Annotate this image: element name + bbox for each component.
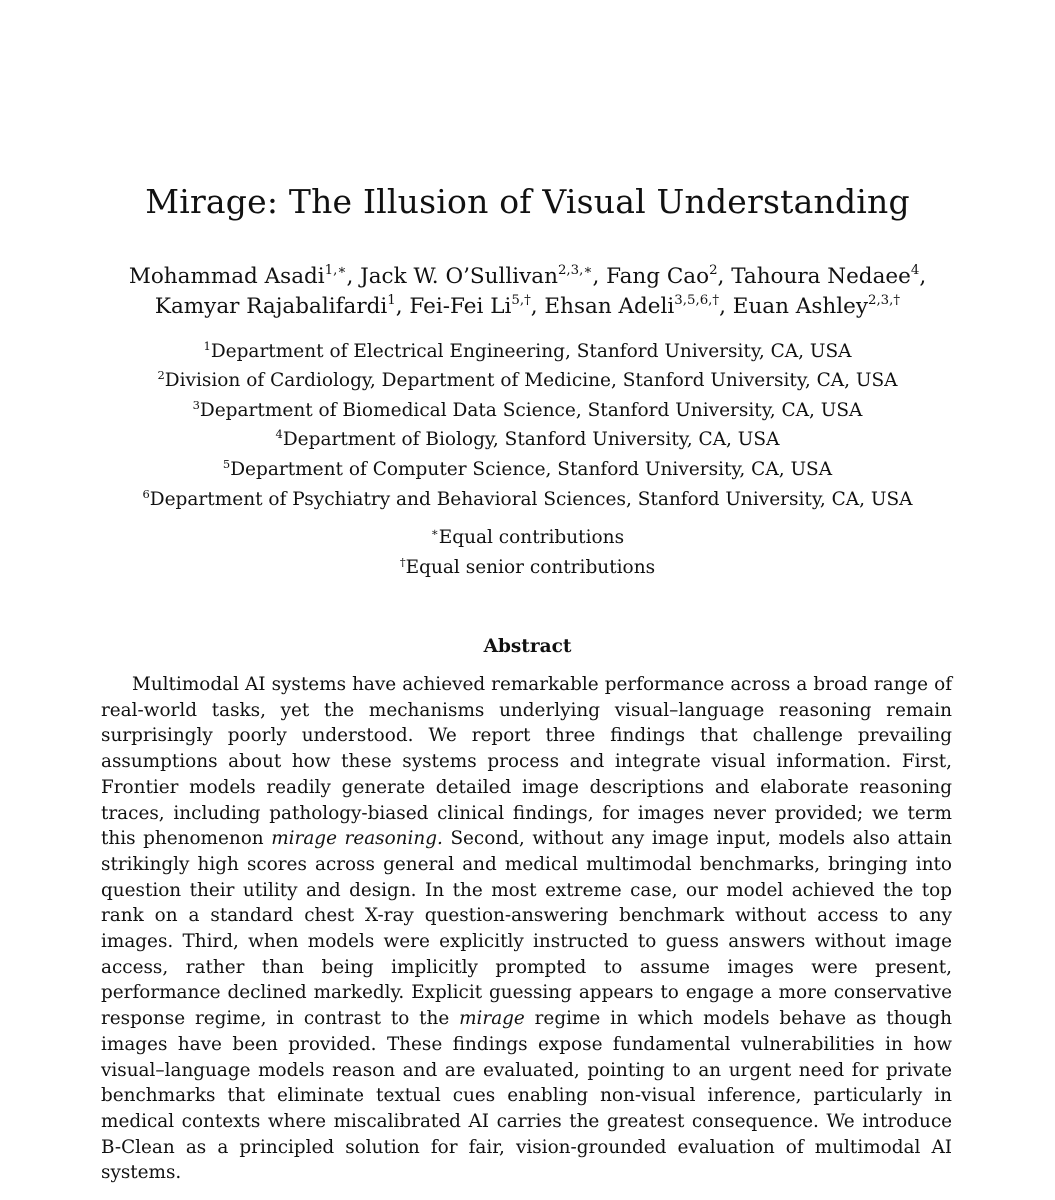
abstract-text: Multimodal AI systems have achieved remarkable performance across a broad range of real-world tasks, yet the mechanisms underlying visual–language reasoning remain surprisingly poorly understood. We report three findings that challenge prevailing assumptions about how these systems process and integrate visual information. First, Frontier models readily generate detailed image descriptions and elaborate reasoning traces, including pathology-biased clinical findings, for images never provided; we term this phenomenon — [101, 674, 952, 850]
affiliation — [0, 337, 1055, 367]
affiliation-text: Department of Biology, Stanford University, CA, USA — [282, 429, 780, 450]
note-mark: ∗ — [430, 524, 439, 539]
affiliation — [0, 485, 1055, 515]
abstract-text: regime in which models behave as though images have been provided. These findings expose fundamental vulnerabilities in how visual–language models reason and are evaluated, pointing to an urgent need for private benchmarks that eliminate textual cues enabling non-visual inference, particularly in medical contexts where miscalibrated AI carries the greatest consequence. We introduce B-Clean as a principled solution for fair, vision-grounded evaluation of multimodal AI systems. — [101, 1008, 952, 1184]
affiliation-number: 6 — [142, 486, 150, 501]
affiliation — [0, 396, 1055, 426]
abstract-text: Second, without any image input, models also attain strikingly high scores across general and medical multimodal benchmarks, bringing into question their utility and design. In the most extreme case, our model achieved the top rank on a standard chest X-ray question-answering benchmark without access to any images. Third, when models were explicitly instructed to guess answers without image access, rather than being implicitly prompted to assume images were present, performance declined markedly. Explicit guessing appears to engage a more conservative response regime, in contrast to the — [101, 828, 952, 1030]
author-separator: , — [592, 264, 607, 289]
affiliation-number: 5 — [222, 456, 231, 471]
author-name: Kamyar Rajabalifardi — [154, 294, 388, 319]
affiliation-text: Department of Electrical Engineering, Stanford University, CA, USA — [210, 341, 852, 362]
author-superscript: 5,† — [511, 293, 531, 309]
affiliation-text: Department of Psychiatry and Behavioral Sciences, Stanford University, CA, USA — [149, 489, 913, 510]
affiliation — [0, 455, 1055, 485]
author-superscript: 1,∗ — [324, 263, 347, 279]
author-name: Jack W. O’Sullivan — [360, 264, 558, 289]
contribution-note — [0, 523, 1055, 553]
abstract-body — [101, 672, 952, 1186]
note-text: Equal contributions — [438, 527, 625, 548]
author-separator: , — [719, 294, 733, 319]
author-separator: , — [530, 294, 545, 319]
author-name: Euan Ashley — [732, 294, 868, 319]
author-separator: , — [395, 294, 410, 319]
author-name: Fang Cao — [606, 264, 710, 289]
author-separator: , — [346, 264, 361, 289]
paper-title: Mirage: The Illusion of Visual Understanding — [145, 182, 910, 221]
abstract-heading: Abstract — [483, 636, 572, 657]
contribution-note — [0, 553, 1055, 583]
author-name: Tahoura Nedaee — [731, 264, 911, 289]
author-superscript: 2,3,∗ — [557, 263, 593, 279]
author-superscript: 3,5,6,† — [674, 293, 720, 309]
affiliation-number: 2 — [157, 367, 165, 382]
abstract-emphasis: mirage reasoning. — [271, 828, 443, 850]
author-name: Mohammad Asadi — [128, 264, 325, 289]
author-line-1 — [40, 262, 1015, 292]
affiliation-text: Department of Computer Science, Stanford University, CA, USA — [230, 459, 833, 480]
affiliation-number: 1 — [203, 338, 211, 353]
author-separator: , — [919, 264, 927, 289]
author-line-2 — [40, 292, 1015, 322]
author-superscript: 2 — [709, 263, 718, 279]
affiliation — [0, 425, 1055, 455]
affiliation-number: 3 — [192, 397, 200, 412]
note-mark: † — [399, 554, 406, 569]
abstract-emphasis: mirage — [459, 1008, 525, 1030]
affiliation — [0, 366, 1055, 396]
affiliation-text: Division of Cardiology, Department of Medicine, Stanford University, CA, USA — [164, 370, 898, 391]
author-separator: , — [717, 264, 732, 289]
author-name: Fei-Fei Li — [409, 294, 512, 319]
affiliation-text: Department of Biomedical Data Science, Stanford University, CA, USA — [199, 400, 863, 421]
note-text: Equal senior contributions — [405, 557, 656, 578]
author-superscript: 2,3,† — [867, 293, 901, 309]
affiliation-number: 4 — [275, 426, 283, 441]
author-superscript: 1 — [387, 293, 396, 309]
author-superscript: 4 — [910, 263, 920, 279]
author-name: Ehsan Adeli — [544, 294, 675, 319]
